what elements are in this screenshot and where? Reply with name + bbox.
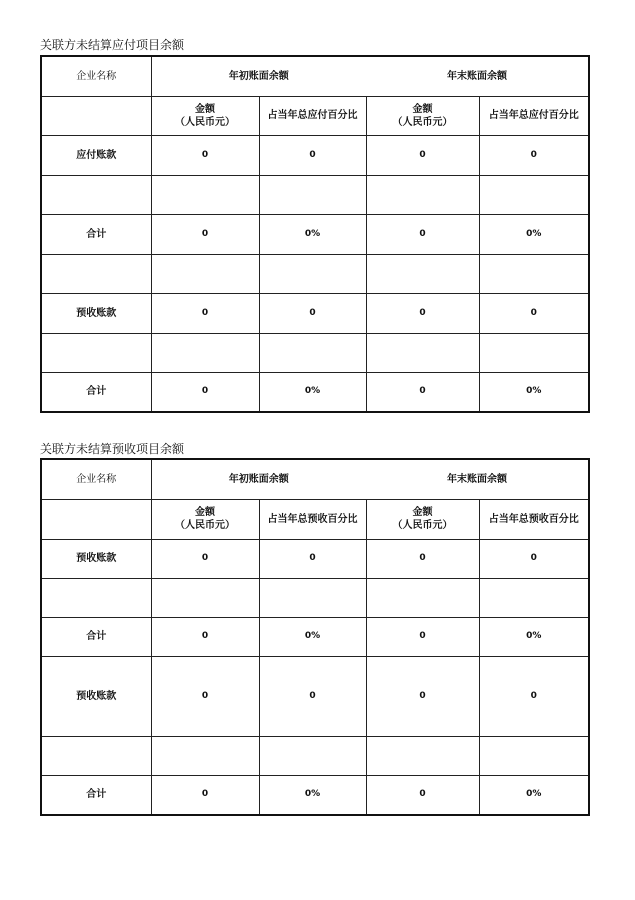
cell-opening-pct: 0% [259,617,366,656]
cell-closing-amount: 0 [366,656,479,736]
amount-label: 金额 [195,507,215,518]
table-row [41,135,589,175]
row-label [41,333,151,372]
cell-opening-pct: 0 [259,135,366,175]
cell-opening-amount [151,578,259,617]
table-row [41,578,589,617]
header-closing-balance: 年末账面余额 [366,459,589,499]
cell-opening-pct: 0 [259,656,366,736]
header-closing-balance: 年末账面余额 [366,56,589,96]
cell-closing-pct: 0% [479,617,589,656]
table-row [41,656,589,736]
cell-opening-pct [259,578,366,617]
table-subheader-row [41,96,589,135]
cell-opening-pct [259,175,366,214]
cell-opening-pct: 0 [259,293,366,333]
table-row [41,617,589,656]
amount-label: 金额 [412,103,433,115]
row-label: 预收账款 [41,293,151,333]
header-opening-balance: 年初账面余额 [151,459,366,499]
cell-closing-pct [479,254,589,293]
payables-balance-table [40,55,590,413]
table-header-row [41,459,589,499]
row-label: 预收账款 [41,656,151,736]
table-row [41,539,589,578]
header-company-name: 企业名称 [41,56,151,96]
row-label [41,736,151,775]
header-company-name: 企业名称 [41,459,151,499]
subheader-empty-cell [41,499,151,539]
cell-opening-pct [259,333,366,372]
cell-closing-pct [479,736,589,775]
cell-closing-amount [366,736,479,775]
cell-closing-pct: 0% [479,775,589,815]
table-row [41,254,589,293]
amount-unit-label: （人民币元） [175,116,235,128]
table-row [41,372,589,412]
cell-closing-amount [366,254,479,293]
cell-closing-amount [366,175,479,214]
cell-closing-pct: 0 [479,293,589,333]
row-label: 合计 [41,214,151,254]
cell-opening-amount: 0 [151,135,259,175]
amount-unit-label: （人民币元） [392,520,453,531]
subheader-pct-opening: 占当年总应付百分比 [259,96,366,135]
cell-opening-pct [259,736,366,775]
cell-opening-amount: 0 [151,775,259,815]
section-title-payables: 关联方未结算应付项目余额 [40,38,185,52]
cell-opening-pct: 0% [259,372,366,412]
table-row [41,175,589,214]
cell-closing-pct [479,578,589,617]
row-label: 应付账款 [41,135,151,175]
cell-opening-amount: 0 [151,372,259,412]
header-opening-balance: 年初账面余额 [151,56,366,96]
advances-balance-table [40,458,590,816]
cell-closing-pct: 0% [479,372,589,412]
subheader-amount-opening [151,499,259,539]
cell-opening-amount: 0 [151,656,259,736]
cell-closing-pct: 0% [479,214,589,254]
amount-unit-label: （人民币元） [175,520,235,531]
cell-opening-amount: 0 [151,539,259,578]
table-header-row [41,56,589,96]
cell-opening-amount [151,254,259,293]
amount-unit-label: （人民币元） [392,116,453,128]
subheader-amount-closing [366,499,479,539]
table-row [41,333,589,372]
table-row [41,214,589,254]
cell-opening-pct: 0 [259,539,366,578]
table-subheader-row [41,499,589,539]
cell-opening-amount [151,736,259,775]
section-title-advances: 关联方未结算预收项目余额 [40,442,185,456]
table-row [41,736,589,775]
row-label: 合计 [41,372,151,412]
cell-opening-pct: 0% [259,775,366,815]
row-label [41,254,151,293]
subheader-pct-closing: 占当年总应付百分比 [479,96,589,135]
amount-label: 金额 [412,507,433,518]
cell-opening-amount: 0 [151,214,259,254]
cell-opening-pct: 0% [259,214,366,254]
subheader-amount-opening [151,96,259,135]
table-row [41,293,589,333]
row-label [41,578,151,617]
subheader-empty-cell [41,96,151,135]
cell-closing-amount: 0 [366,214,479,254]
row-label [41,175,151,214]
cell-closing-pct [479,333,589,372]
cell-closing-amount: 0 [366,539,479,578]
cell-closing-pct: 0 [479,656,589,736]
cell-opening-amount: 0 [151,617,259,656]
cell-opening-amount [151,333,259,372]
row-label: 合计 [41,617,151,656]
subheader-amount-closing [366,96,479,135]
cell-closing-pct: 0 [479,135,589,175]
cell-closing-amount: 0 [366,372,479,412]
subheader-pct-closing: 占当年总预收百分比 [479,499,589,539]
cell-closing-amount: 0 [366,135,479,175]
cell-closing-pct [479,175,589,214]
cell-closing-amount [366,578,479,617]
cell-opening-amount [151,175,259,214]
cell-closing-amount: 0 [366,775,479,815]
row-label: 合计 [41,775,151,815]
cell-closing-amount [366,333,479,372]
amount-label: 金额 [195,103,215,115]
cell-opening-pct [259,254,366,293]
cell-closing-pct: 0 [479,539,589,578]
cell-closing-amount: 0 [366,617,479,656]
row-label: 预收账款 [41,539,151,578]
cell-closing-amount: 0 [366,293,479,333]
table-row [41,775,589,815]
subheader-pct-opening: 占当年总预收百分比 [259,499,366,539]
cell-opening-amount: 0 [151,293,259,333]
